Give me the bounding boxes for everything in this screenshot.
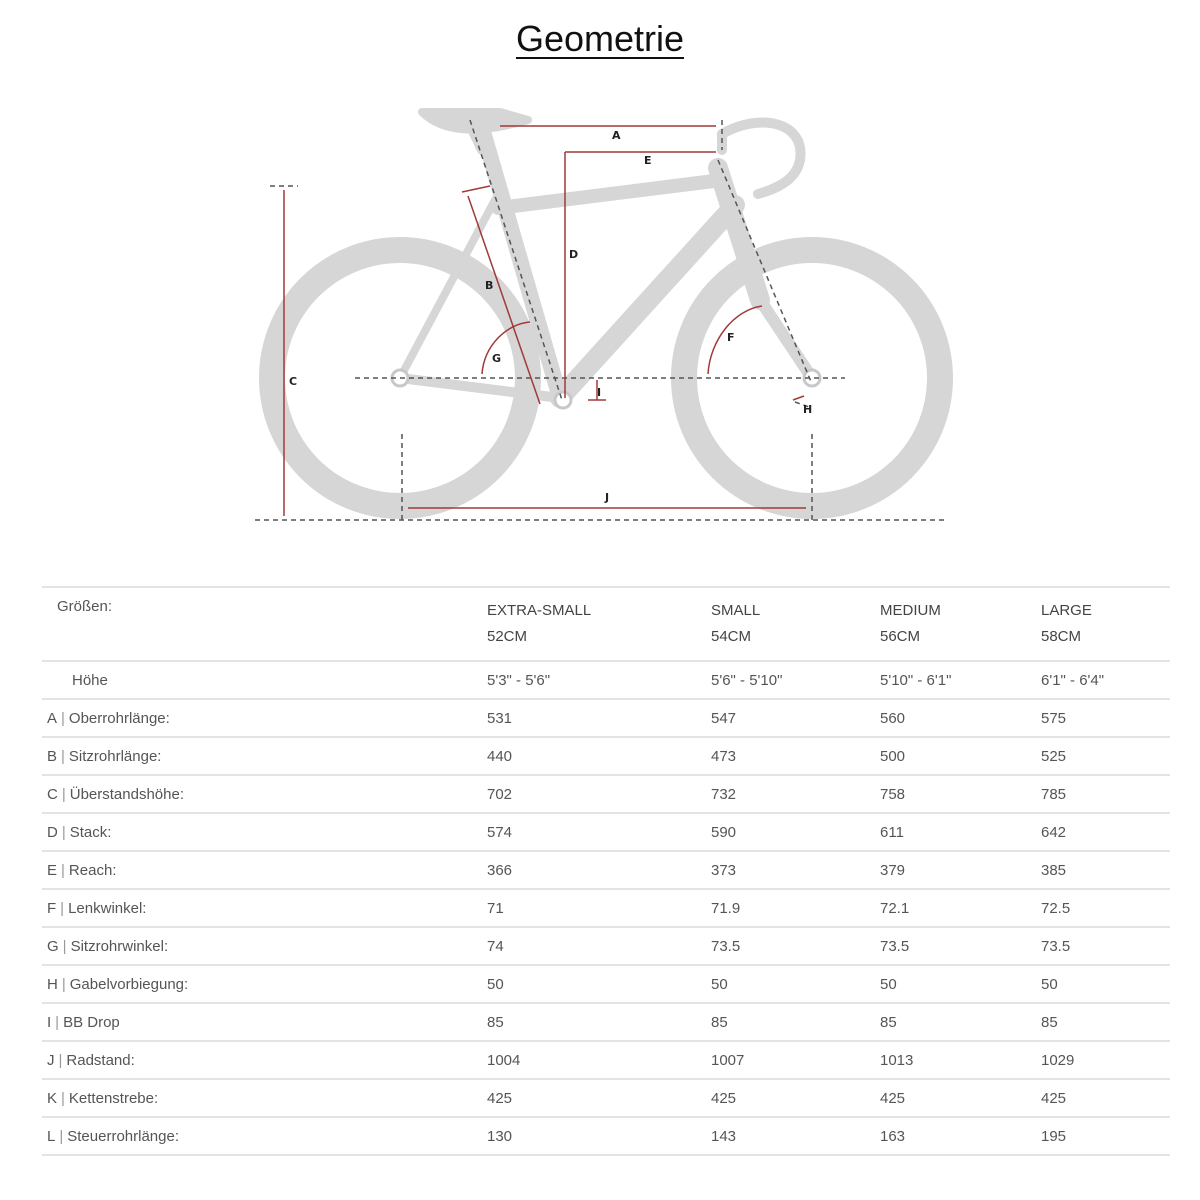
label-f: F	[727, 331, 735, 344]
row-separator: |	[61, 747, 65, 765]
table-row	[42, 1117, 1170, 1155]
dim-b-top	[462, 186, 490, 192]
row-key: D	[47, 823, 58, 841]
table-row	[42, 775, 1170, 813]
row-value: 425	[880, 1079, 1041, 1117]
table-row	[42, 927, 1170, 965]
bike-geometry-diagram	[0, 80, 1200, 550]
handlebar	[722, 122, 801, 194]
height-value: 5'3" - 5'6"	[487, 661, 711, 699]
row-title: Reach:	[68, 861, 117, 879]
row-label	[42, 965, 487, 1003]
label-h: H	[803, 403, 813, 416]
height-value: 5'10" - 6'1"	[880, 661, 1041, 699]
row-value: 163	[880, 1117, 1041, 1155]
row-value: 385	[1041, 851, 1170, 889]
row-label	[42, 813, 487, 851]
row-label	[42, 927, 487, 965]
table-row	[42, 851, 1170, 889]
size-l: LARGE 58CM	[1041, 587, 1170, 661]
row-title: Gabelvorbiegung:	[69, 975, 189, 993]
row-key: E	[47, 861, 58, 879]
row-value: 74	[487, 927, 711, 965]
row-value: 440	[487, 737, 711, 775]
row-separator: |	[60, 899, 65, 917]
row-value: 574	[487, 813, 711, 851]
dim-h	[793, 396, 804, 400]
row-title: Überstandshöhe:	[69, 785, 184, 803]
row-title: Sitzrohrlänge:	[68, 747, 162, 765]
row-value: 50	[880, 965, 1041, 1003]
row-value: 425	[487, 1079, 711, 1117]
row-value: 379	[880, 851, 1041, 889]
row-separator: |	[61, 975, 66, 993]
row-value: 560	[880, 699, 1041, 737]
row-value: 366	[487, 851, 711, 889]
row-value: 73.5	[1041, 927, 1170, 965]
guide-lines	[255, 120, 945, 520]
row-label	[42, 1041, 487, 1079]
row-value: 143	[711, 1117, 880, 1155]
row-separator: |	[62, 937, 67, 955]
row-label	[42, 851, 487, 889]
row-value: 525	[1041, 737, 1170, 775]
row-title: Stack:	[69, 823, 112, 841]
row-value: 85	[1041, 1003, 1170, 1041]
row-key: C	[47, 785, 58, 803]
row-value: 373	[711, 851, 880, 889]
row-title: Radstand:	[66, 1051, 135, 1069]
row-title: Oberrohrlänge:	[68, 709, 170, 727]
row-separator: |	[61, 823, 66, 841]
label-d: D	[569, 248, 579, 261]
row-key: K	[47, 1089, 58, 1107]
row-value: 758	[880, 775, 1041, 813]
row-title: Lenkwinkel:	[68, 899, 147, 917]
table-row	[42, 1003, 1170, 1041]
row-separator: |	[61, 709, 65, 727]
row-separator: |	[55, 1013, 60, 1031]
row-value: 473	[711, 737, 880, 775]
row-title: BB Drop	[63, 1013, 120, 1031]
table-row	[42, 813, 1170, 851]
row-value: 732	[711, 775, 880, 813]
row-value: 531	[487, 699, 711, 737]
row-value: 785	[1041, 775, 1170, 813]
row-value: 1004	[487, 1041, 711, 1079]
label-b: B	[485, 279, 494, 292]
label-g: G	[492, 352, 502, 365]
row-label	[42, 1079, 487, 1117]
row-value: 50	[711, 965, 880, 1003]
row-value: 50	[1041, 965, 1170, 1003]
row-key: J	[47, 1051, 55, 1069]
row-label	[42, 1003, 487, 1041]
row-separator: |	[61, 785, 66, 803]
row-value: 195	[1041, 1117, 1170, 1155]
row-separator: |	[59, 1127, 64, 1145]
row-title: Steuerrohrlänge:	[67, 1127, 179, 1145]
height-value: 6'1" - 6'4"	[1041, 661, 1170, 699]
height-row	[42, 661, 1170, 699]
row-key: L	[47, 1127, 56, 1145]
row-label	[42, 889, 487, 927]
label-e: E	[644, 154, 652, 167]
row-value: 72.1	[880, 889, 1041, 927]
row-title: Sitzrohrwinkel:	[70, 937, 169, 955]
table-row	[42, 737, 1170, 775]
row-value: 425	[711, 1079, 880, 1117]
row-label	[42, 699, 487, 737]
row-key: I	[47, 1013, 52, 1031]
geometry-table	[42, 586, 1170, 1156]
label-c: C	[289, 375, 298, 388]
table-row	[42, 699, 1170, 737]
row-value: 1013	[880, 1041, 1041, 1079]
row-value: 71.9	[711, 889, 880, 927]
row-value: 1029	[1041, 1041, 1170, 1079]
table-row	[42, 1079, 1170, 1117]
table-row	[42, 965, 1170, 1003]
row-label	[42, 775, 487, 813]
row-value: 85	[711, 1003, 880, 1041]
fork	[760, 300, 812, 378]
row-separator: |	[58, 1051, 63, 1069]
table-row	[42, 1041, 1170, 1079]
row-value: 73.5	[711, 927, 880, 965]
dim-f-arc	[708, 306, 762, 374]
row-key: F	[47, 899, 57, 917]
row-value: 85	[487, 1003, 711, 1041]
size-s: SMALL 54CM	[711, 587, 880, 661]
row-label	[42, 1117, 487, 1155]
height-value: 5'6" - 5'10"	[711, 661, 880, 699]
row-value: 73.5	[880, 927, 1041, 965]
row-key: B	[47, 747, 58, 765]
row-key: G	[47, 937, 59, 955]
page-title: Geometrie	[515, 18, 685, 59]
row-value: 71	[487, 889, 711, 927]
sizes-row	[42, 587, 1170, 661]
row-separator: |	[61, 861, 65, 879]
height-label: Höhe	[42, 661, 487, 699]
label-i: I	[597, 386, 602, 399]
row-value: 425	[1041, 1079, 1170, 1117]
top-tube	[498, 180, 722, 208]
row-value: 50	[487, 965, 711, 1003]
size-xs: EXTRA-SMALL 52CM	[487, 587, 711, 661]
size-m: MEDIUM 56CM	[880, 587, 1041, 661]
geometry-rows	[42, 699, 1170, 1155]
row-title: Kettenstrebe:	[68, 1089, 159, 1107]
row-value: 575	[1041, 699, 1170, 737]
row-key: H	[47, 975, 58, 993]
label-j: J	[605, 491, 610, 504]
row-value: 500	[880, 737, 1041, 775]
row-separator: |	[61, 1089, 65, 1107]
sizes-label: Größen:	[42, 587, 487, 661]
row-value: 85	[880, 1003, 1041, 1041]
row-value: 702	[487, 775, 711, 813]
row-value: 642	[1041, 813, 1170, 851]
row-value: 590	[711, 813, 880, 851]
bottom-bracket	[555, 392, 571, 408]
row-key: A	[47, 709, 58, 727]
row-value: 72.5	[1041, 889, 1170, 927]
row-value: 1007	[711, 1041, 880, 1079]
table-row	[42, 889, 1170, 927]
row-value: 547	[711, 699, 880, 737]
label-a: A	[612, 129, 621, 142]
row-value: 611	[880, 813, 1041, 851]
row-value: 130	[487, 1117, 711, 1155]
row-label	[42, 737, 487, 775]
bike-silhouette	[272, 112, 940, 506]
